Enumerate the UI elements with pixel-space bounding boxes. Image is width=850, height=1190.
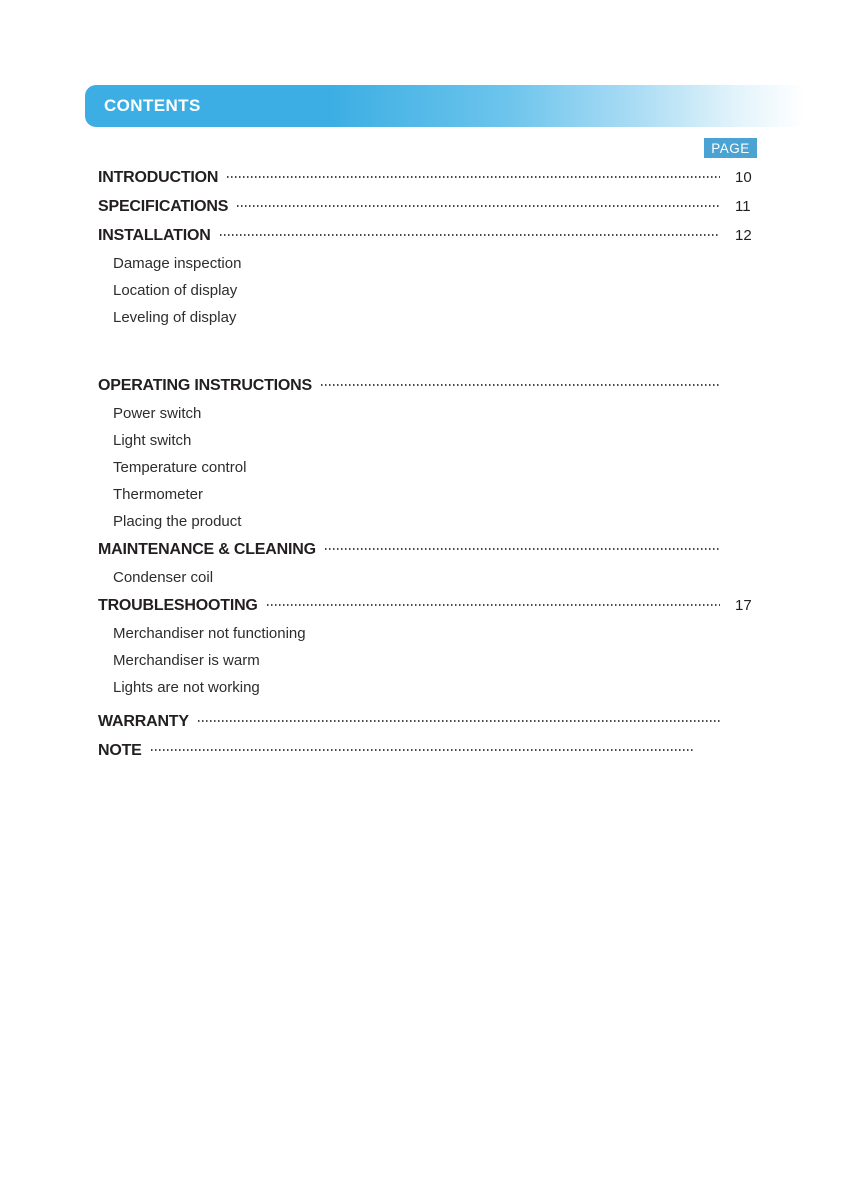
toc-entry <box>98 481 758 508</box>
toc-list <box>98 163 758 765</box>
toc-entry-label: Lights are not working <box>113 679 260 696</box>
toc-entry <box>98 163 758 192</box>
dotted-leader <box>321 384 720 386</box>
toc-entry <box>98 736 758 765</box>
toc-entry-label: TROUBLESHOOTING <box>98 596 258 614</box>
toc-entry-label: MAINTENANCE & CLEANING <box>98 540 316 558</box>
toc-entry <box>98 454 758 481</box>
toc-entry-label: Merchandiser not functioning <box>113 625 306 642</box>
toc-entry-label: OPERATING INSTRUCTIONS <box>98 376 312 394</box>
dotted-leader <box>227 176 720 178</box>
toc-entry-label: Location of display <box>113 282 238 299</box>
dotted-leader <box>267 604 720 606</box>
toc-entry <box>98 535 758 564</box>
toc-entry-label: Leveling of display <box>113 309 237 326</box>
toc-entry <box>98 707 758 736</box>
page-number: 17 <box>735 597 752 614</box>
toc-entry <box>98 427 758 454</box>
toc-entry-label: Light switch <box>113 432 192 449</box>
page-number: 10 <box>735 169 752 186</box>
toc-entry-label: WARRANTY <box>98 712 189 730</box>
contents-header-bar <box>85 85 850 127</box>
dotted-leader <box>325 548 720 550</box>
toc-entry <box>98 647 758 674</box>
toc-entry-label: SPECIFICATIONS <box>98 197 229 215</box>
toc-entry <box>98 221 758 250</box>
toc-entry <box>98 371 758 400</box>
toc-entry <box>98 250 758 277</box>
toc-entry-label: Merchandiser is warm <box>113 652 260 669</box>
page-number: 11 <box>735 198 751 215</box>
toc-entry <box>98 508 758 535</box>
toc-entry-label: INSTALLATION <box>98 226 211 244</box>
toc-entry <box>98 400 758 427</box>
toc-entry-label: NOTE <box>98 741 142 759</box>
page-column-badge: PAGE <box>704 138 757 158</box>
toc-entry <box>98 620 758 647</box>
dotted-leader <box>237 205 720 207</box>
page-title: CONTENTS <box>104 96 201 115</box>
dotted-leader <box>151 749 694 751</box>
toc-entry-label: Power switch <box>113 405 202 422</box>
dotted-leader <box>220 234 720 236</box>
toc-entry <box>98 192 758 221</box>
toc-entry-label: Thermometer <box>113 486 204 503</box>
page-number: 12 <box>735 227 752 244</box>
toc-entry-label: INTRODUCTION <box>98 168 219 186</box>
toc-entry-label: Temperature control <box>113 459 247 476</box>
dotted-leader <box>198 720 720 722</box>
toc-entry <box>98 564 758 591</box>
toc-entry <box>98 674 758 701</box>
toc-entry-label: Placing the product <box>113 513 242 530</box>
toc-entry-label: Damage inspection <box>113 255 242 272</box>
toc-entry <box>98 304 758 331</box>
toc-entry <box>98 277 758 304</box>
toc-entry-label: Condenser coil <box>113 569 214 586</box>
toc-entry <box>98 591 758 620</box>
